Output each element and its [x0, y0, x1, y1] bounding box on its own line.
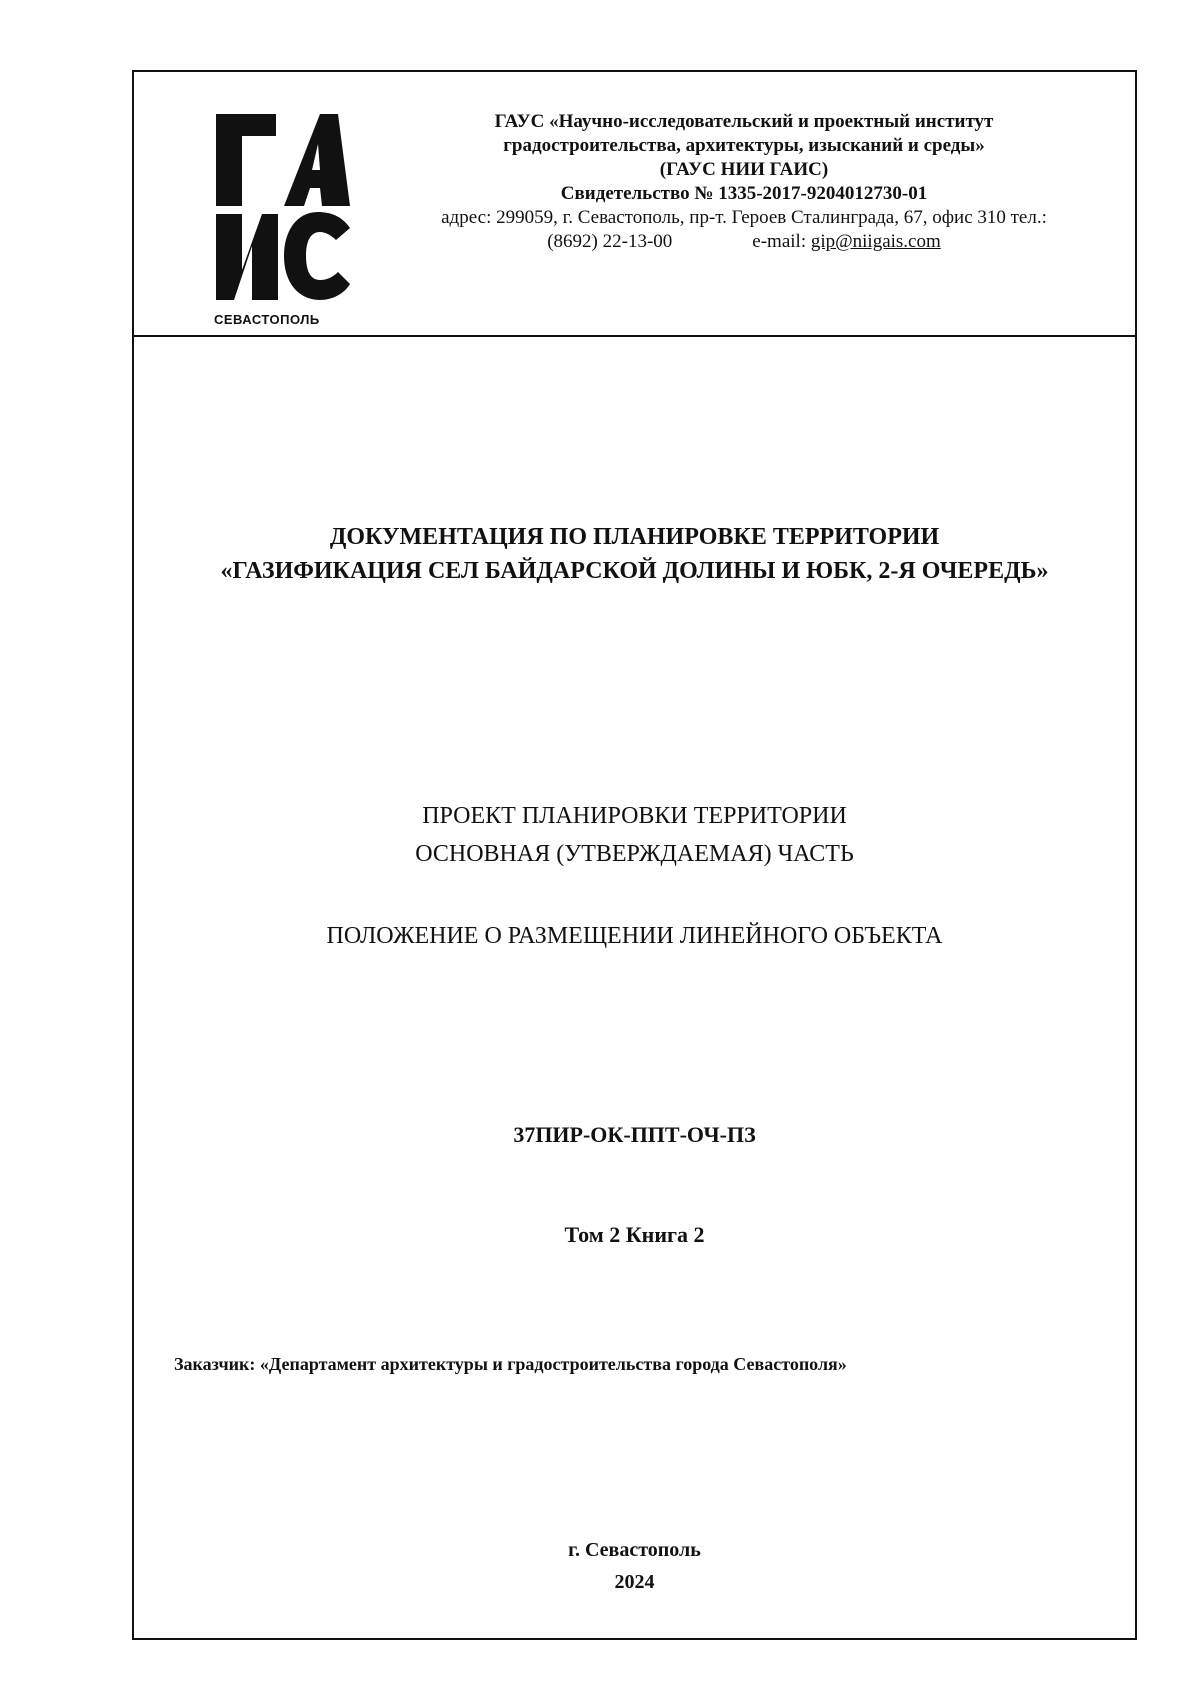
title-line1: ДОКУМЕНТАЦИЯ ПО ПЛАНИРОВКЕ ТЕРРИТОРИИ	[329, 524, 940, 550]
email-label: e-mail:	[752, 231, 811, 252]
gais-logo-icon	[214, 110, 354, 305]
org-address: адрес: 299059, г. Севастополь, пр-т. Героев Сталинграда, 67, офис 310 тел.:	[441, 207, 1047, 228]
page-frame	[132, 70, 1137, 1640]
subtitle-line3: ПОЛОЖЕНИЕ О РАЗМЕЩЕНИИ ЛИНЕЙНОГО ОБЪЕКТА	[326, 923, 943, 949]
gais-logo	[214, 110, 354, 305]
organization-info	[364, 110, 1124, 254]
org-name-line2: градостроительства, архитектуры, изысканий и среды»	[503, 135, 985, 156]
phone-number: (8692) 22-13-00	[547, 231, 673, 252]
subtitle-block	[134, 797, 1135, 873]
header-block	[134, 72, 1135, 337]
contact-row	[364, 230, 1124, 254]
footer-year: 2024	[614, 1571, 655, 1593]
subtitle-line2: ОСНОВНАЯ (УТВЕРЖДАЕМАЯ) ЧАСТЬ	[415, 841, 854, 867]
footer	[134, 1534, 1135, 1598]
email-block	[752, 230, 940, 254]
document-title	[134, 520, 1135, 588]
certificate-number: Свидетельство № 1335-2017-9204012730-01	[560, 183, 928, 204]
subtitle-line1: ПРОЕКТ ПЛАНИРОВКИ ТЕРРИТОРИИ	[422, 803, 847, 829]
org-name-line1: ГАУС «Научно-исследовательский и проектный институт	[494, 111, 994, 132]
email-link[interactable]: gip@niigais.com	[810, 231, 941, 252]
title-line2: «ГАЗИФИКАЦИЯ СЕЛ БАЙДАРСКОЙ ДОЛИНЫ И ЮБК, 2-Я ОЧЕРЕДЬ»	[220, 558, 1049, 584]
document-code: 37ПИР-ОК-ППТ-ОЧ-ПЗ	[513, 1122, 756, 1147]
volume-label: Том 2 Книга 2	[564, 1222, 705, 1247]
footer-city: г. Севастополь	[568, 1539, 701, 1561]
org-short-name: (ГАУС НИИ ГАИС)	[659, 159, 829, 180]
customer-label: Заказчик: «Департамент архитектуры и градостроительства города Севастополя»	[174, 1354, 847, 1374]
logo-city-caption: СЕВАСТОПОЛЬ	[214, 312, 320, 327]
